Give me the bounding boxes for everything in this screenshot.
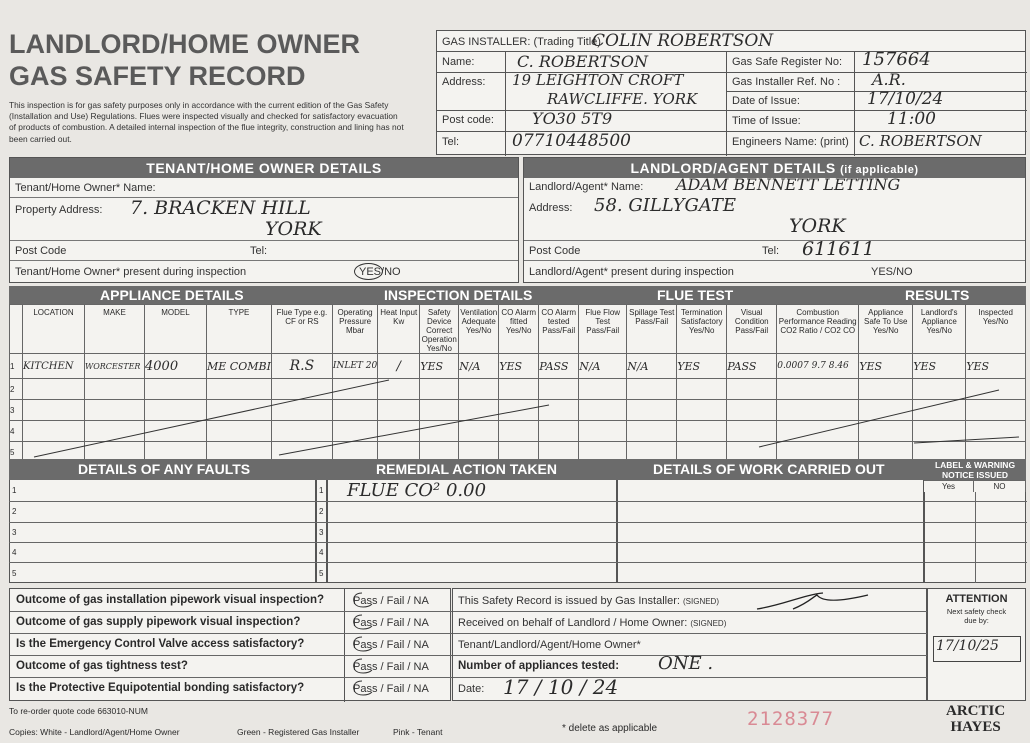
installer-postcode-value: YO30 5T9: [532, 109, 613, 128]
label-notice-header: LABEL & WARNING NOTICE ISSUED: [934, 460, 1016, 480]
row-number: 2: [10, 379, 23, 400]
landlord-header-title: LANDLORD/AGENT DETAILS: [630, 160, 836, 176]
installer-postcode-label: Post code:: [442, 114, 494, 126]
engineer-value: C. ROBERTSON: [859, 132, 982, 150]
col-model: MODEL: [145, 305, 207, 354]
check-question-2: Outcome of gas supply pipework visual inspection?: [16, 616, 301, 628]
row1-heat: /: [378, 354, 420, 379]
form-title-line2: GAS SAFETY RECORD: [9, 61, 306, 91]
ref-label: Gas Installer Ref. No :: [732, 76, 841, 88]
landlord-present-value: YES/NO: [871, 266, 913, 278]
col-safety: Safety Device Correct Operation Yes/No: [420, 305, 459, 354]
flue-test-header: FLUE TEST: [657, 287, 734, 303]
check-answer-3: Pass / Fail / NA: [353, 639, 429, 651]
appliance-details-header: APPLIANCE DETAILS: [100, 287, 244, 303]
col-vent: Ventilation Adequate Yes/No: [459, 305, 499, 354]
tenant-present-value: YES/NO: [359, 266, 401, 278]
col-co-tested: CO Alarm tested Pass/Fail: [539, 305, 579, 354]
col-flue-flow: Flue Flow Test Pass/Fail: [579, 305, 627, 354]
signoff-date-value: 17 / 10 / 24: [503, 675, 619, 699]
label-notice-header-box: [924, 459, 1026, 480]
date-issue-value: 17/10/24: [867, 89, 944, 109]
row1-visual: PASS: [727, 354, 777, 379]
copies-green: Green - Registered Gas Installer: [237, 727, 360, 737]
signoff-date-label: Date:: [458, 683, 485, 695]
row-number: 4: [10, 421, 23, 442]
row-number: 5: [10, 442, 23, 463]
brand-logo: [946, 703, 1005, 735]
col-inspected: Inspected Yes/No: [966, 305, 1026, 354]
label-no-header: NO: [974, 481, 1026, 493]
time-issue-label: Time of Issue:: [732, 115, 801, 127]
property-address-line2: YORK: [265, 218, 322, 240]
tenant-sign-label: Tenant/Landlord/Agent/Home Owner*: [458, 639, 641, 651]
check-answer-1: Pass / Fail / NA: [353, 595, 429, 607]
col-type: TYPE: [207, 305, 272, 354]
row-number: 1: [10, 354, 23, 379]
row1-co-fitted: YES: [499, 354, 539, 379]
appliances-tested-value: ONE .: [658, 653, 714, 674]
copies-pink: Pink - Tenant: [393, 727, 443, 737]
row1-safety: YES: [420, 354, 459, 379]
remedial-row-number: 1: [319, 486, 324, 495]
checks-box: [9, 588, 451, 701]
copies-white: Copies: White - Landlord/Agent/Home Owner: [9, 727, 180, 737]
appliances-tested-label: Number of appliances tested:: [458, 660, 620, 672]
row1-inspected: YES: [966, 354, 1026, 379]
time-issue-value: 11:00: [887, 109, 936, 129]
received-label: Received on behalf of Landlord / Home Owner: (SIGNED): [458, 617, 727, 629]
property-address-line1: 7. BRACKEN HILL: [130, 197, 311, 219]
tenant-present-label: Tenant/Home Owner* present during inspection: [15, 266, 247, 278]
fault-row-number: 5: [12, 569, 17, 578]
landlord-postcode-label: Post Code: [529, 245, 581, 257]
date-issue-label: Date of Issue:: [732, 95, 800, 107]
brand-line2: HAYES: [950, 719, 1001, 735]
row1-flue-type: R.S: [271, 354, 332, 379]
brand-line1: ARCTIC: [946, 703, 1006, 719]
remedial-header: REMEDIAL ACTION TAKEN: [376, 461, 557, 477]
installer-name-value: C. ROBERTSON: [517, 52, 648, 71]
reorder-code: To re-order quote code 663010-NUM: [9, 706, 148, 716]
landlord-box: [523, 157, 1026, 283]
col-make: MAKE: [85, 305, 145, 354]
row1-termination: YES: [677, 354, 727, 379]
landlord-address-line1: 58. GILLYGATE: [594, 195, 737, 216]
landlord-address-label: Address:: [529, 202, 573, 214]
row1-co-tested: PASS: [539, 354, 579, 379]
register-value: 157664: [862, 49, 931, 70]
tenant-yes-circle: [354, 263, 383, 280]
row1-spillage: N/A: [627, 354, 677, 379]
remedial-row-number: 5: [319, 569, 324, 578]
col-co-fitted: CO Alarm fitted Yes/No: [499, 305, 539, 354]
faults-header: DETAILS OF ANY FAULTS: [78, 461, 251, 477]
inspection-details-header: INSPECTION DETAILS: [384, 287, 533, 303]
label-yes-header: Yes: [924, 481, 974, 493]
row1-landlords: YES: [913, 354, 966, 379]
fault-row-number: 2: [12, 507, 17, 516]
ref-value: A.R.: [872, 70, 906, 89]
fault-row-number: 1: [12, 486, 17, 495]
row1-location: KITCHEN: [23, 354, 85, 379]
row1-safe: YES: [859, 354, 913, 379]
register-label: Gas Safe Register No:: [732, 56, 843, 68]
installer-trading-value: COLIN ROBERTSON: [592, 31, 774, 51]
tenant-tel-label: Tel:: [250, 245, 268, 257]
delete-note: * delete as applicable: [562, 723, 658, 734]
next-check-value: 17/10/25: [936, 638, 999, 654]
check-question-1: Outcome of gas installation pipework visual inspection?: [16, 594, 324, 606]
check-question-5: Is the Protective Equipotential bonding satisfactory?: [16, 682, 305, 694]
landlord-name-label: Landlord/Agent* Name:: [529, 181, 644, 193]
installer-address-line1: 19 LEIGHTON CROFT: [512, 71, 684, 89]
signoff-box: [452, 588, 927, 701]
remedial-row-number: 4: [319, 548, 324, 557]
label-notice-grid: [924, 492, 1026, 583]
row1-flue-flow: N/A: [579, 354, 627, 379]
results-header: RESULTS: [905, 287, 970, 303]
attention-subtitle: Next safety check due by:: [946, 607, 1007, 625]
col-termination: Termination Satisfactory Yes/No: [677, 305, 727, 354]
form-title: [9, 28, 360, 92]
row-number: 3: [10, 400, 23, 421]
installer-trading-label: GAS INSTALLER: (Trading Title): [442, 36, 601, 48]
col-spillage: Spillage Test Pass/Fail: [627, 305, 677, 354]
intro-text: This inspection is for gas safety purposes only in accordance with the current edition of the Gas Safety (Installation and Use) Regulations. Flues were inspected visually and checked for satisfactory evacuation of products of combustion. A detailed internal inspection of the flue integrity, construction and lining has not been carried out.: [9, 100, 404, 144]
tenant-box: [9, 157, 519, 283]
col-flue-type: Flue Type e.g. CF or RS: [271, 305, 332, 354]
engineer-label: Engineers Name: (print): [732, 136, 849, 148]
landlord-address-line2: YORK: [789, 215, 846, 237]
issued-by-label: This Safety Record is issued by Gas Installer: (SIGNED): [458, 595, 719, 607]
installer-tel-label: Tel:: [442, 136, 460, 148]
installer-address-line2: RAWCLIFFE. YORK: [547, 90, 698, 108]
row1-type: ME COMBI: [207, 354, 272, 379]
landlord-name-value: ADAM BENNETT LETTING: [676, 175, 901, 194]
fault-row-number: 4: [12, 548, 17, 557]
landlord-tel-value: 611611: [802, 238, 875, 260]
landlord-present-label: Landlord/Agent* present during inspection: [529, 266, 734, 278]
faults-rows: [9, 480, 924, 583]
col-safe: Appliance Safe To Use Yes/No: [859, 305, 913, 354]
col-landlords: Landlord's Appliance Yes/No: [913, 305, 966, 354]
row1-pressure: INLET 20: [332, 354, 377, 379]
col-visual: Visual Condition Pass/Fail: [727, 305, 777, 354]
pass-circle-marks: [346, 589, 376, 702]
row1-combustion: 0.0007 9.7 8.46: [777, 354, 859, 379]
row1-model: 4000: [145, 354, 207, 379]
fault-row-number: 3: [12, 528, 17, 537]
installer-address-label: Address:: [442, 76, 486, 88]
remedial-row1-value: FLUE CO² 0.00: [347, 480, 487, 501]
landlord-tel-label: Tel:: [762, 245, 780, 257]
attention-title: ATTENTION: [945, 593, 1008, 605]
installer-box: [436, 30, 1026, 155]
work-header: DETAILS OF WORK CARRIED OUT: [653, 461, 885, 477]
attention-box: [927, 588, 1026, 701]
tenant-header: TENANT/HOME OWNER DETAILS: [10, 158, 518, 178]
check-question-4: Outcome of gas tightness test?: [16, 660, 188, 672]
check-answer-4: Pass / Fail / NA: [353, 661, 429, 673]
installer-name-label: Name:: [442, 56, 475, 68]
check-answer-2: Pass / Fail / NA: [353, 617, 429, 629]
remedial-row-number: 3: [319, 528, 324, 537]
tenant-postcode-label: Post Code: [15, 245, 67, 257]
col-pressure: Operating Pressure Mbar: [332, 305, 377, 354]
property-address-label: Property Address:: [15, 204, 103, 216]
check-answer-5: Pass / Fail / NA: [353, 683, 429, 695]
serial-number: 2128377: [747, 708, 835, 730]
tenant-name-label: Tenant/Home Owner* Name:: [15, 182, 156, 194]
check-question-3: Is the Emergency Control Valve access satisfactory?: [16, 638, 305, 650]
row1-make: WORCESTER: [85, 354, 145, 379]
installer-signature: [753, 589, 873, 613]
installer-tel-value: 07710448500: [512, 131, 631, 151]
appliance-strike-lines: [9, 375, 1026, 460]
col-combustion: Combustion Performance Reading CO2 Ratio / CO2 CO: [777, 305, 859, 354]
form-title-line1: LANDLORD/HOME OWNER: [9, 29, 360, 59]
landlord-header-note: (if applicable): [840, 164, 919, 176]
col-location: LOCATION: [23, 305, 85, 354]
remedial-row-number: 2: [319, 507, 324, 516]
row1-vent: N/A: [459, 354, 499, 379]
col-heat: Heat Input Kw: [378, 305, 420, 354]
